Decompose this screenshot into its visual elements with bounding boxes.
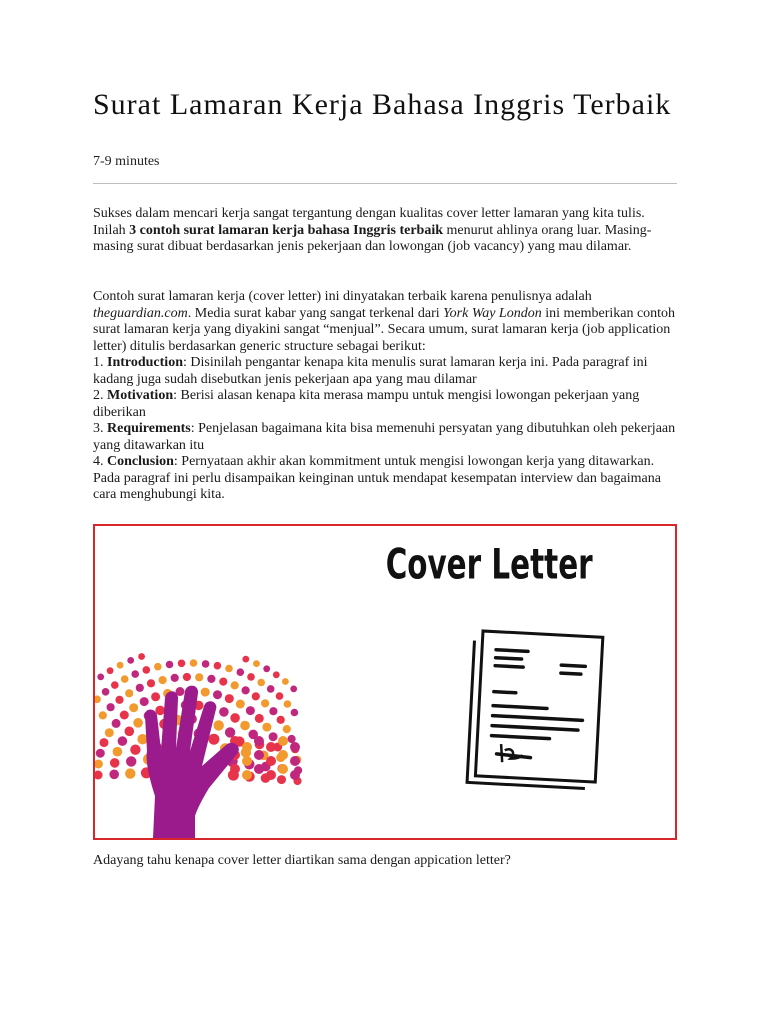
intro-paragraph (93, 206, 677, 256)
body-text-3: ini memberikan contoh surat lamaran kerja yang diyakini sangat “menjual”. Secara umum, surat lamaran kerja (job application letter) ditulis berdasarkan generic structure sebagai berikut: (93, 305, 676, 354)
list-item (93, 454, 677, 504)
list-item (93, 355, 677, 388)
read-time: 7-9 minutes (93, 154, 160, 169)
divider (93, 183, 677, 184)
list-term: Conclusion (107, 454, 174, 469)
place-name: York Way London (443, 305, 542, 321)
list-description: : Penjelasan bagaimana kita bisa memenuhi persyatan yang dibutuhkan oleh pekerjaan yang ditawarkan itu (93, 421, 676, 453)
list-number: 1. (93, 355, 107, 370)
list-item (93, 421, 677, 454)
list-term: Motivation (107, 388, 174, 403)
list-term: Requirements (107, 421, 191, 436)
document-icon (467, 631, 603, 789)
list-description: : Disinilah pengantar kenapa kita menulis surat lamaran kerja ini. Pada paragraf ini kadang juga sudah disebutkan jenis pekerjaan apa yang mau dilamar (93, 355, 648, 387)
image-heading: Cover Letter (385, 540, 594, 590)
list-term: Introduction (107, 355, 183, 370)
body-text-1: Contoh surat lamaran kerja (cover letter) ini dinyatakan terbaik karena penulisnya adalah (93, 289, 592, 304)
body-text-2: . Media surat kabar yang sangat terkenal dari (187, 305, 444, 321)
illustration (95, 526, 675, 838)
intro-bold: 3 contoh surat lamaran kerja bahasa Inggris terbaik (129, 222, 444, 238)
list-number: 3. (93, 421, 107, 436)
intro-text-2: menurut ahlinya orang luar. Masing-masing surat dibuat berdasarkan jenis pekerjaan dan lowongan (job vacancy) yang mau dilamar. (93, 222, 652, 254)
structure-paragraph (93, 289, 677, 504)
page-title: Surat Lamaran Kerja Bahasa Inggris Terbaik (93, 88, 672, 121)
cover-letter-image (93, 524, 677, 840)
list-number: 4. (93, 454, 107, 469)
list-number: 2. (93, 388, 107, 403)
intro-text-1: Sukses dalam mencari kerja sangat tergantung dengan kualitas cover letter lamaran yang kita tulis. Inilah (93, 206, 645, 238)
source-name: theguardian.com (93, 305, 188, 321)
caption: Adayang tahu kenapa cover letter diartikan sama dengan appication letter? (93, 853, 511, 868)
list-description: : Pernyataan akhir akan kommitment untuk mengisi lowongan kerja yang ditawarkan. Pada paragraf ini perlu disampaikan keinginan untuk mendapat kesempatan interview dan bagaimana cara menghubungi kita. (93, 454, 661, 502)
list-item (93, 388, 677, 421)
list-description: : Berisi alasan kenapa kita merasa mampu untuk mengisi lowongan pekerjaan yang diberikan (93, 388, 640, 420)
